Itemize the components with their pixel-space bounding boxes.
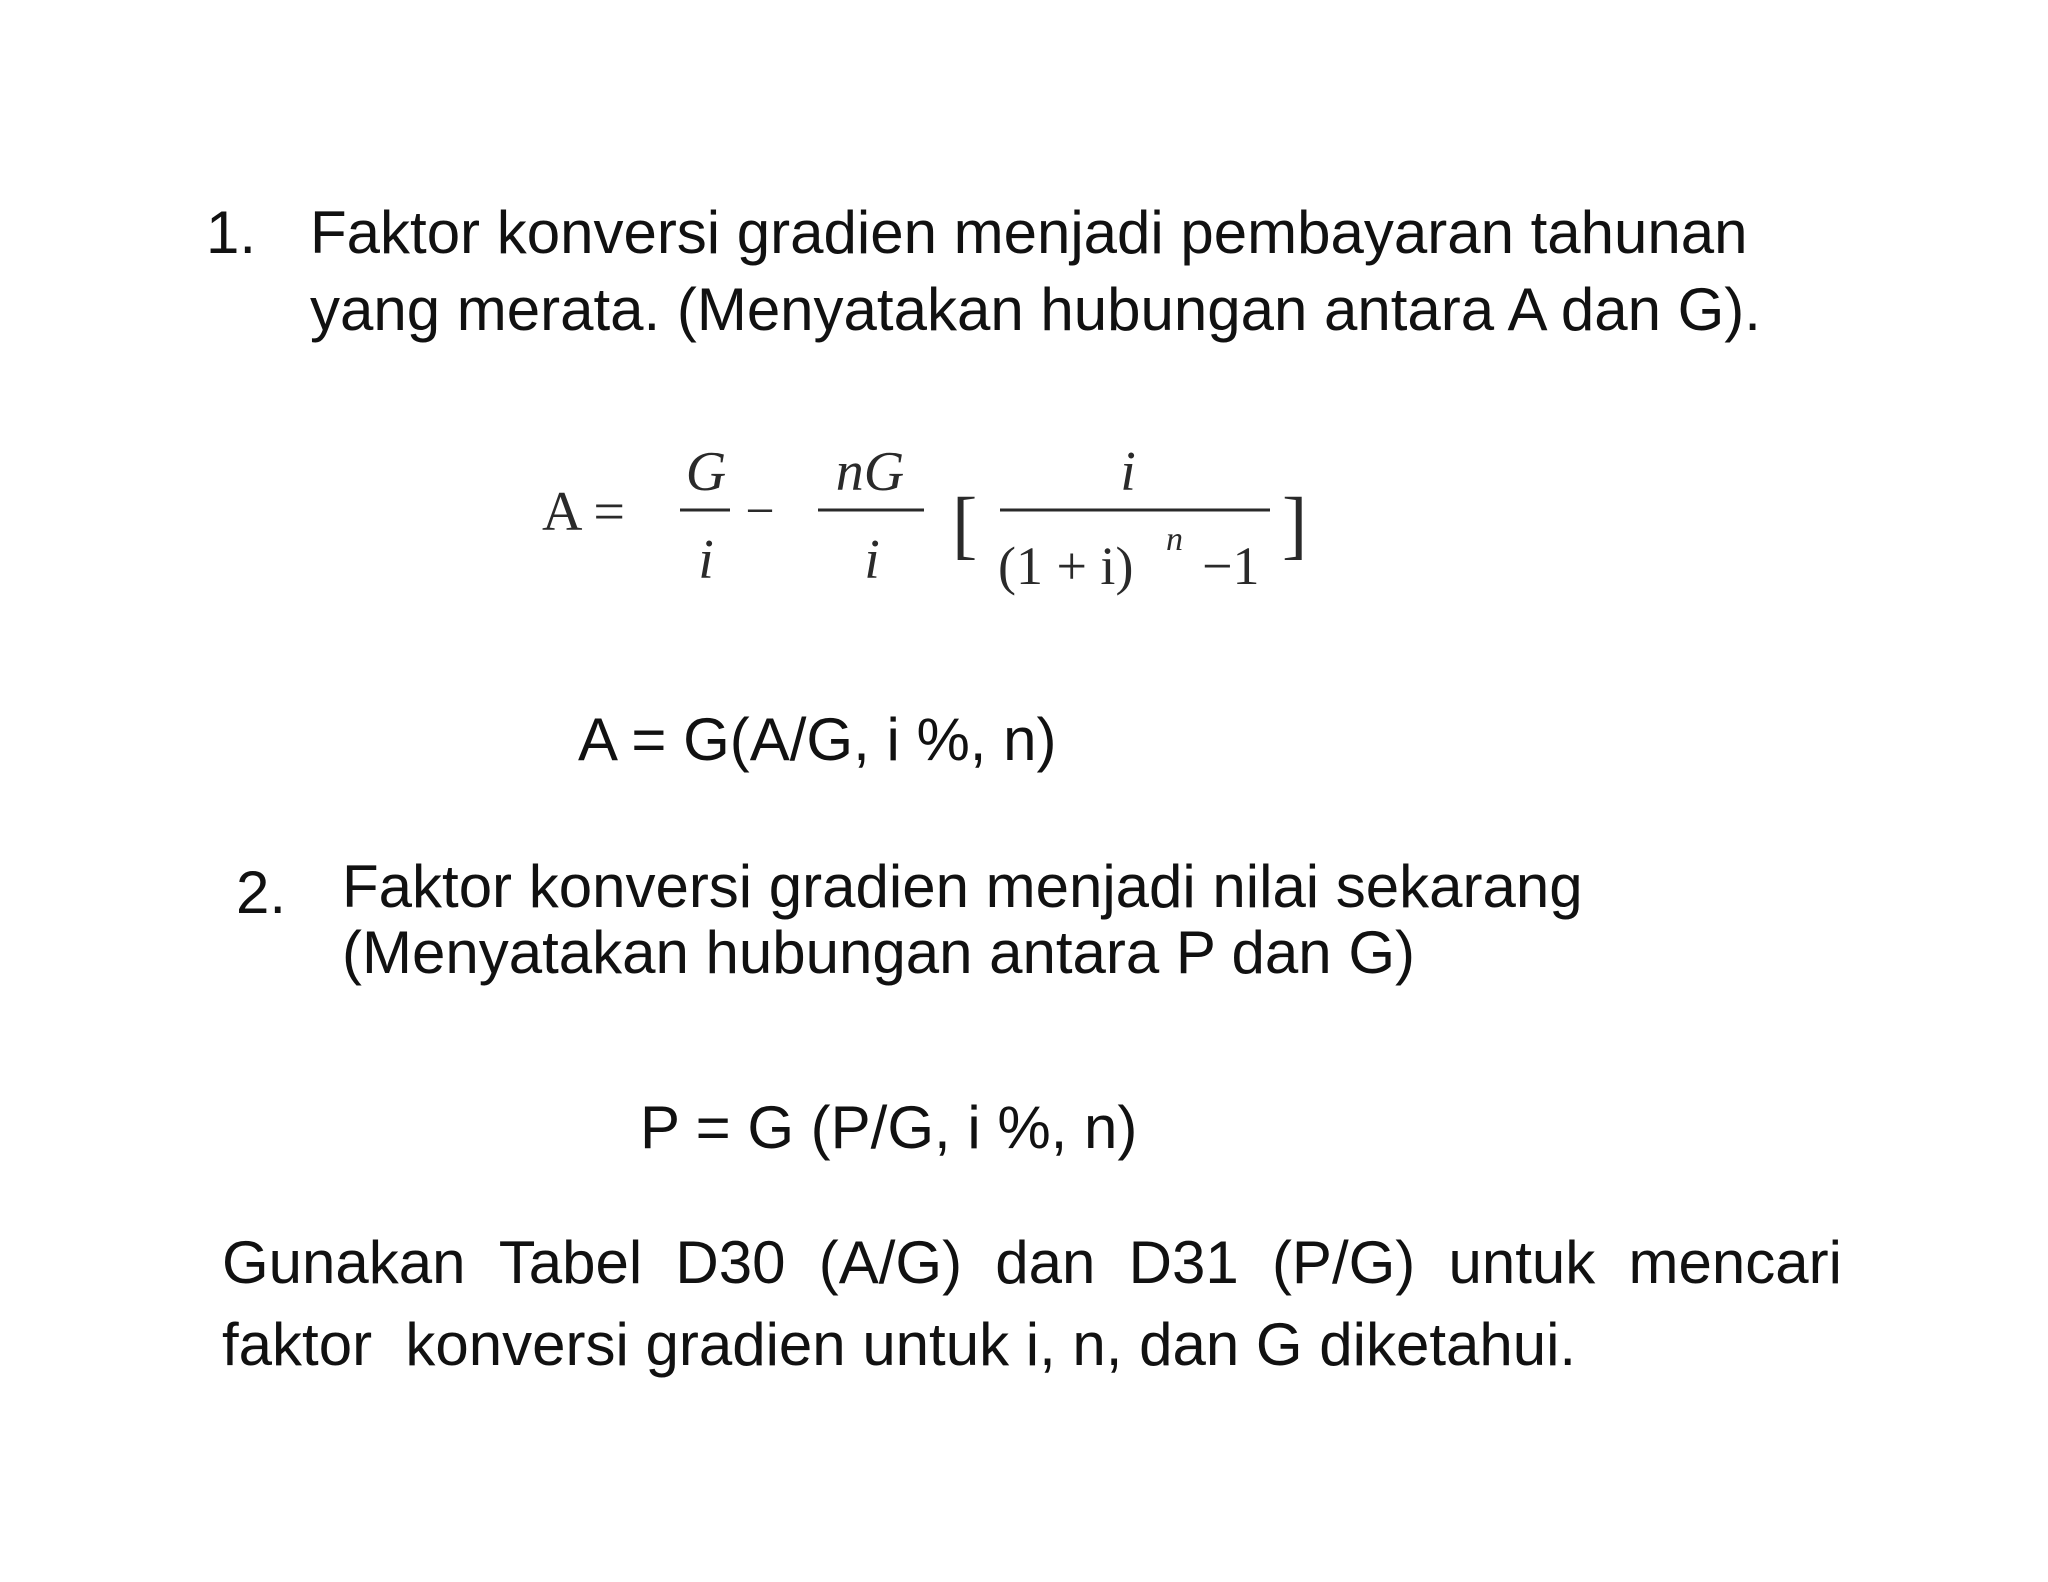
word: untuk xyxy=(1448,1229,1596,1296)
word: (A/G) xyxy=(818,1229,963,1296)
equation-p: P = G (P/G, i %, n) xyxy=(640,1094,1138,1161)
word: Tabel xyxy=(498,1229,643,1296)
formula-image xyxy=(530,432,1350,622)
word: D30 xyxy=(675,1229,786,1296)
word: mencari xyxy=(1628,1229,1842,1296)
list-item-text xyxy=(310,194,1761,348)
list-item-line-2: yang merata. (Menyatakan hubungan antara A dan G). xyxy=(310,276,1761,343)
formula-lhs: A = xyxy=(542,481,625,543)
instruction-line-1 xyxy=(222,1222,1842,1304)
instruction-line-2: faktor konversi gradien untuk i, n, dan G diketahui. xyxy=(222,1311,1577,1378)
inner-denominator-exponent: n xyxy=(1166,521,1183,558)
instruction-paragraph xyxy=(222,1222,1842,1386)
word: D31 xyxy=(1128,1229,1239,1296)
formula-minus: − xyxy=(745,483,775,540)
list-item-text xyxy=(342,854,1583,986)
word: (P/G) xyxy=(1271,1229,1416,1296)
inner-denominator-base: (1 + i) xyxy=(998,536,1134,596)
list-item-line-1: Faktor konversi gradien menjadi nilai sekarang xyxy=(342,853,1583,920)
term1-denominator: i xyxy=(698,529,714,591)
inner-denominator-tail: −1 xyxy=(1202,536,1260,596)
bracket-open: [ xyxy=(952,483,978,567)
inner-numerator: i xyxy=(1120,441,1136,503)
list-item-line-2: (Menyatakan hubungan antara P dan G) xyxy=(342,919,1415,986)
word: dan xyxy=(995,1229,1096,1296)
term1-numerator: G xyxy=(685,441,727,503)
list-number: 2. xyxy=(236,859,287,926)
term2-numerator: nG xyxy=(835,441,905,503)
term2-denominator: i xyxy=(864,529,880,591)
equation-a: A = G(A/G, i %, n) xyxy=(578,706,1057,773)
word: Gunakan xyxy=(222,1229,466,1296)
list-item-line-1: Faktor konversi gradien menjadi pembayaran tahunan xyxy=(310,199,1748,266)
list-number: 1. xyxy=(206,199,257,266)
bracket-close: ] xyxy=(1282,483,1308,567)
